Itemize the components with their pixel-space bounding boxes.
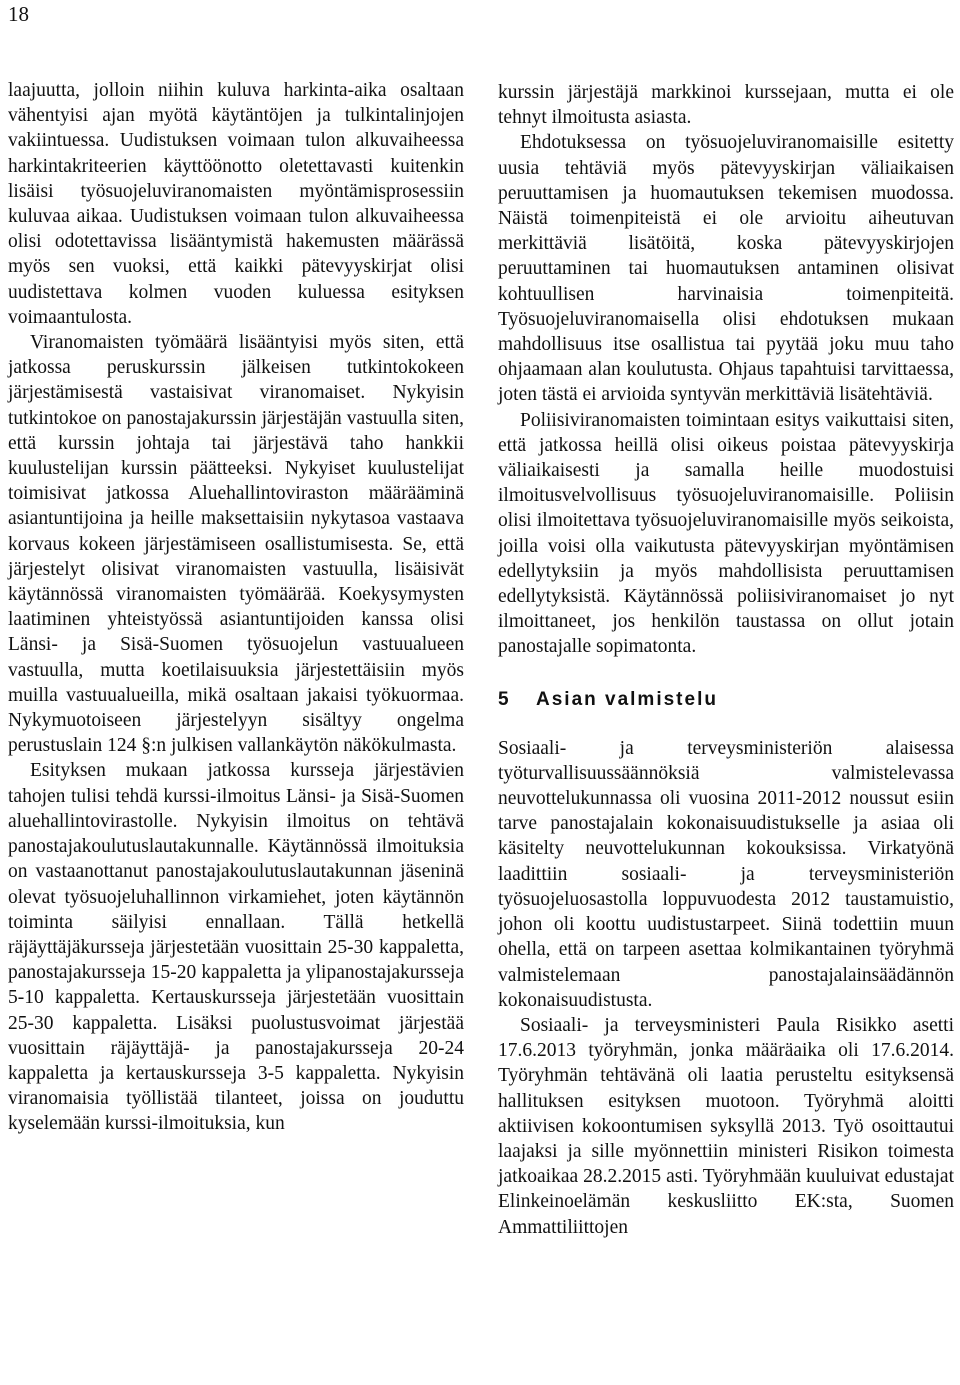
right-column	[498, 80, 954, 1240]
page-number: 18	[8, 2, 29, 26]
right-paragraph-5: Sosiaali- ja terveysministeri Paula Risikko asetti 17.6.2013 työryhmän, jonka määräaika oli 17.6.2014. Työryhmän tehtävänä oli laatia perusteltu esityksensä hallituksen esityksen muotoon. Työryhmä aloitti aktiivisen kokoontumisen syksyllä 2013. Työ osoittautui laajaksi ja sille myönnettiin ministeri Risikon toimesta jatkoaikaa 28.2.2015 asti. Työryhmään kuuluivat edustajat Elinkeinoelämän keskusliitto EK:sta, Suomen Ammattiliittojen	[498, 1014, 954, 1238]
right-paragraph-2: Ehdotuksessa on työsuojeluviranomaisille esitetty uusia tehtäviä myös pätevyyskirjan väliaikaisen peruuttamisen ja huomautuksen tekemisen muodossa. Näistä toimenpiteistä ei ole arvioitu aiheutuvan merkittäviä lisätöitä, koska pätevyyskirjojen peruuttaminen tai huomautuksen antaminen olisivat kohtuullisen harvinaisia toimenpiteitä. Työsuojeluviranomaisella olisi ehdotuksen mukaan mahdollisuus itse osallistua tai pyytää joku muu taho ohjaamaan alan koulutusta. Ohjaus tapahtuisi tarvittaessa, joten tästä ei arvioida syntyvän merkittäviä lisätehtäviä.	[498, 132, 954, 406]
right-paragraph-1: kurssin järjestäjä markkinoi kurssejaan, mutta ei ole tehnyt ilmoitusta asiasta.	[498, 82, 954, 129]
section-heading	[498, 688, 954, 712]
right-paragraph-3: Poliisiviranomaisten toimintaan esitys vaikuttaisi siten, että jatkossa heillä olisi oikeus poistaa pätevyyskirja väliaikaisesti ja samalla heille muodostuisi ilmoitusvelvollisuus työsuojeluviranomaisille. Poliisin olisi ilmoitettava työsuojeluviranomaisille myös seikoista, joilla voisi olla vaikutusta pätevyyskirjan myöntämisen edellytyksiin ja myös mahdollisista peruuttamisen edellytyksistä. Käytännössä poliisiviranomaiset jo nyt ilmoittaneet, jos henkilön taustassa on ollut jotain panostajalle sopimatonta.	[498, 409, 954, 658]
section-number: 5	[498, 688, 511, 710]
left-paragraph-1: laajuutta, jolloin niihin kuluva harkinta-aika osaltaan vähentyisi ajan myötä käytäntöjen ja tulkintalinjojen vakiintuessa. Uudistuksen voimaan tulon alkuvaiheessa harkintakriteerien käyttöönotto oletettavasti kuitenkin lisäisi työsuojeluviranomaisten myöntämisprosessiin kuluvaa aikaa. Uudistuksen voimaan tulon alkuvaiheessa olisi odotettavissa lisääntymistä hakemusten määrässä myös sen vuoksi, että kaikki pätevyyskirjat olisi uudistettava kolmen vuoden kuluessa esityksen voimaantulosta.	[8, 80, 464, 328]
section-title: Asian valmistelu	[536, 688, 718, 710]
left-column	[8, 78, 464, 1137]
left-paragraph-3: Esityksen mukaan jatkossa kursseja järjestävien tahojen tulisi tehdä kurssi-ilmoitus Länsi- ja Sisä-Suomen aluehallintovirastolle. Nykyisin ilmoitus on tehtävä panostajakoulutuslautakunnalle. Käytännössä ilmoituksia on vastaanottanut panostajakoulutuslautakunnan jäseninä olevat työsuojeluhallinnon virkamiehet, joten käytännön toiminta säilyisi ennallaan. Tällä hetkellä räjäyttäjäkursseja järjestetään vuosittain 25-30 kappaletta, panostajakursseja 15-20 kappaletta ja ylipanostajakursseja 5-10 kappaletta. Kertauskursseja järjestetään vuosittain 25-30 kappaletta. Lisäksi puolustusvoimat järjestää vuosittain räjäyttäjä- ja panostajakursseja 20-24 kappaletta ja kertauskursseja 3-5 kappaletta. Nykyisin viranomaisia työllistää tilanteet, joissa on jouduttu kyselemään kurssi-ilmoituksia, kun	[8, 760, 464, 1135]
right-paragraph-4: Sosiaali- ja terveysministeriön alaisessa työturvallisuussäännöksiä valmistelevassa neuvottelukunnassa oli vuosina 2011-2012 noussut esiin tarve panostajalain kokonaisuudistukselle ja asiaa oli käsitelty neuvottelukunnan kokouksissa. Virkatyönä laadittiin sosiaali- ja terveysministeriön työsuojeluosastolla loppuvuodesta 2012 taustamuistio, johon oli koottu uudistustarpeet. Siinä todettiin muun ohella, että on tarpeen asettaa kolmikantainen työryhmä valmistelemaan panostajalainsäädännön kokonaisuudistusta.	[498, 737, 954, 1011]
left-paragraph-2: Viranomaisten työmäärä lisääntyisi myös siten, että jatkossa peruskurssin jälkeisen tutkintokokeen järjestämisestä vastaisivat viranomaiset. Nykyisin tutkintokoe on panostajakurssin järjestäjän vastuulla siten, että kurssin johtaja tai järjestävä taho hankkii kuulustelijan kurssin päätteeksi. Nykyiset kuulustelijat toimisivat jatkossa Aluehallintoviraston määrääminä asiantuntijoina ja heille maksettaisiin nykytasoa vastaava korvaus kokeen järjestämiseen osallistumisesta. Se, että järjestelyt olisivat viranomaisten vastuulla, lisäisivät käytännössä viranomaisten työmäärää. Koekysymysten laatiminen yhteistyössä asiantuntijoiden kanssa olisi Länsi- ja Sisä-Suomen työsuojelun vastuualueen vastuulla, mutta koetilaisuuksia järjestettäisiin myös muilla vastuualueilla, mikä osaltaan jakaisi työkuormaa. Nykymuotoiseen järjestelyyn sisältyy ongelma perustuslain 124 §:n julkisen vallankäytön näkökulmasta.	[8, 332, 464, 757]
